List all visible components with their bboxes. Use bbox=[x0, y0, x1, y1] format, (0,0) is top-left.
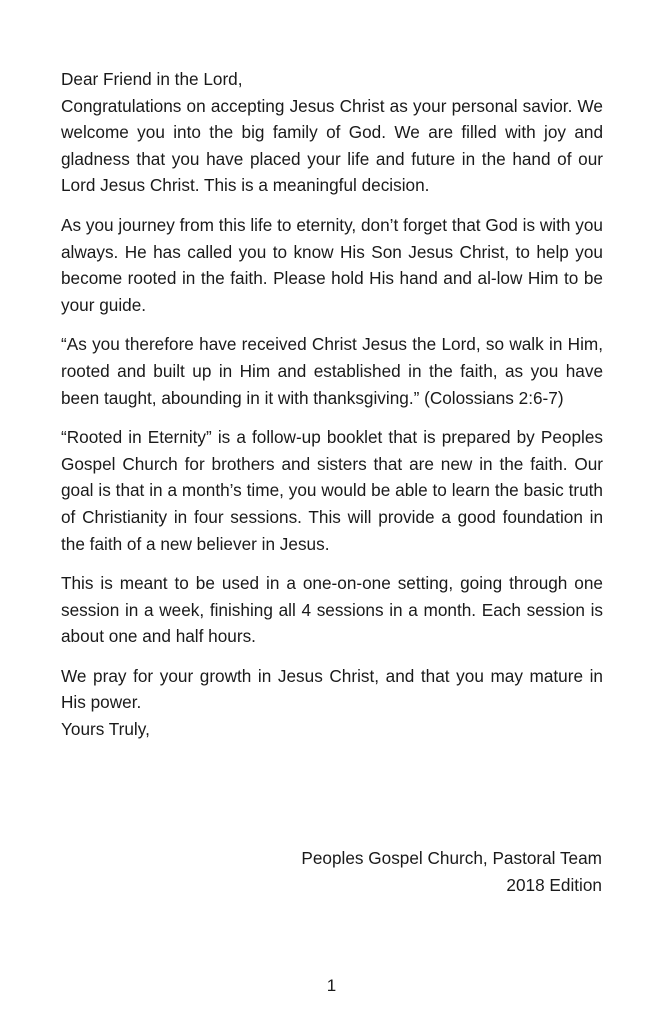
paragraph-journey: As you journey from this life to eternity, don’t forget that God is with you always. He has called you to know His Son Jesus Christ, to help you become rooted in the faith. Please hold His hand and al-low Him to be your guide. bbox=[61, 214, 603, 315]
signature-block bbox=[301, 845, 602, 898]
salutation: Dear Friend in the Lord, bbox=[61, 69, 243, 89]
page-number: 1 bbox=[326, 976, 337, 995]
paragraph-congratulations: Congratulations on accepting Jesus Christ as your personal savior. We welcome you into the big family of God. We are filled with joy and gladness that you have placed your life and future in the hand of our Lord Jesus Christ. This is a meaningful decision. bbox=[61, 95, 603, 196]
paragraph-booklet-purpose: “Rooted in Eternity” is a follow-up booklet that is prepared by Peoples Gospel Church for brothers and sisters that are new in the faith. Our goal is that in a month’s time, you would be able to learn the basic truth of Christianity in four sessions. This will provide a good foundation in the faith of a new believer in Jesus. bbox=[61, 427, 603, 554]
closing: Yours Truly, bbox=[61, 719, 150, 740]
paragraph-prayer: We pray for your growth in Jesus Christ, and that you may mature in His power. bbox=[61, 665, 603, 713]
letter-body bbox=[61, 66, 603, 743]
paragraph-scripture-quote: “As you therefore have received Christ Jesus the Lord, so walk in Him, rooted and built up in Him and established in the faith, as you have been taught, abounding in it with thanksgiving.” (Colossians 2:6-7) bbox=[61, 334, 603, 408]
signature-edition: 2018 Edition bbox=[506, 874, 602, 895]
paragraph-usage: This is meant to be used in a one-on-one setting, going through one session in a week, finishing all 4 sessions in a month. Each session is about one and half hours. bbox=[61, 573, 603, 647]
signature-organization: Peoples Gospel Church, Pastoral Team bbox=[301, 848, 602, 868]
